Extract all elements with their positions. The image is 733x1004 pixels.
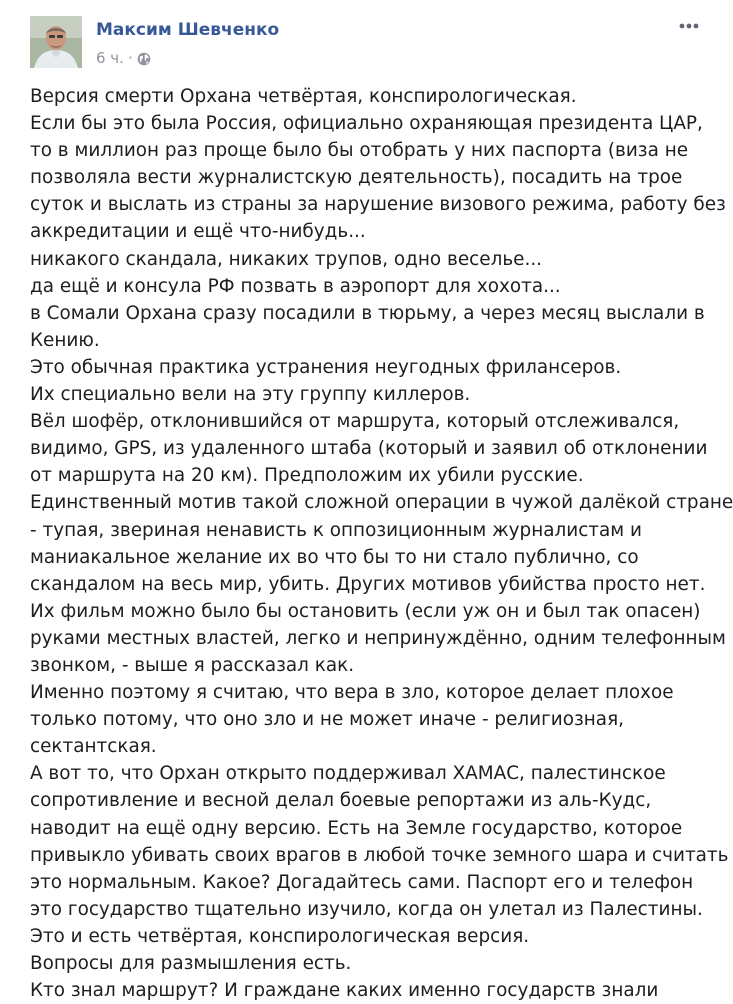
post-text-line: это государство тщательно изучило, когда он улетал из Палестины. [30, 898, 703, 920]
post-text-line: то в миллион раз проще было бы отобрать у них паспорта (виза не [30, 140, 689, 162]
globe-icon[interactable] [137, 52, 151, 66]
post-text-line: - тупая, звериная ненависть к оппозиционным журналистам и [30, 519, 642, 541]
author-name[interactable]: Максим Шевченко [96, 20, 280, 40]
post-text-line: Вопросы для размышления есть. [30, 953, 352, 974]
post-text-line: да ещё и консула РФ позвать в аэропорт для хохота... [30, 275, 561, 297]
post-text-line: видимо, GPS, из удаленного штаба (который и заявил об отклонении [30, 438, 708, 460]
post-timestamp[interactable]: 6 ч. [96, 49, 124, 67]
post-text-line: Их фильм можно было бы остановить (если уж он и был так опасен) [30, 600, 701, 622]
post-meta [96, 48, 151, 68]
post-text-line: привыкло убивать своих врагов в любой точке земного шара и считать [30, 844, 729, 866]
post-header [0, 0, 714, 80]
post-text-line: Это и есть четвёртая, конспирологическая версия. [30, 925, 530, 947]
post-text-line: от маршрута на 20 км). Предположим их убили русские. [30, 465, 584, 487]
post-text-line: суток и выслать из страны за нарушение визового режима, работу без [30, 194, 726, 216]
post-text-line: Их специально вели на эту группу киллеров. [30, 384, 471, 406]
post-text-line: в Сомали Орхана сразу посадили в тюрьму, а через месяц выслали в [30, 302, 705, 324]
post-text-line: никакого скандала, никаких трупов, одно веселье... [30, 248, 543, 270]
post-text-line: только потому, что оно зло и не может иначе - религиозная, [30, 709, 624, 731]
post-text-line: Именно поэтому я считаю, что вера в зло, которое делает плохое [30, 682, 674, 704]
post-text-line: Кению. [30, 329, 100, 351]
post-text-line: сопротивление и весной делал боевые репортажи из аль-Кудс, [30, 790, 652, 812]
post-text-line: звонком, - выше я рассказал как. [30, 654, 355, 676]
post-text-line: руками местных властей, легко и непринуждённо, одним телефонным [30, 627, 726, 649]
post-text-line: Это обычная практика устранения неугодных фрилансеров. [30, 356, 622, 378]
post-body [30, 83, 733, 1004]
post-text-line: позволяла вести журналистскую деятельность), посадить на трое [30, 167, 683, 189]
post-text-line: Вёл шофёр, отклонившийся от маршрута, который отслеживался, [30, 411, 680, 433]
more-options-icon[interactable] [676, 16, 702, 36]
post-text-line: Единственный мотив такой сложной операции в чужой далёкой стране [30, 492, 733, 514]
post-text-line: Версия смерти Орхана четвёртая, конспирологическая. [30, 86, 577, 107]
post-text-line: Кто знал маршрут? И граждане каких именно государств знали [30, 980, 659, 1002]
post-text-line: это нормальным. Какое? Догадайтесь сами. Паспорт его и телефон [30, 871, 694, 893]
meta-separator: · [127, 49, 133, 67]
post-text-line: маниакальное желание их во что бы то ни стало публично, со [30, 546, 639, 568]
avatar-photo [30, 16, 82, 68]
post-text-line: аккредитации и ещё что-нибудь... [30, 221, 366, 243]
post-text-line: скандалом на весь мир, убить. Других мотивов убийства просто нет. [30, 573, 706, 595]
avatar[interactable] [30, 16, 82, 68]
post-text-line: наводит на ещё одну версию. Есть на Земле государство, которое [30, 817, 683, 839]
post-text-line: А вот то, что Орхан открыто поддерживал ХАМАС, палестинское [30, 763, 666, 785]
post-text-line: сектантская. [30, 736, 157, 758]
post-text-line: Если бы это была Россия, официально охраняющая президента ЦАР, [30, 113, 703, 135]
